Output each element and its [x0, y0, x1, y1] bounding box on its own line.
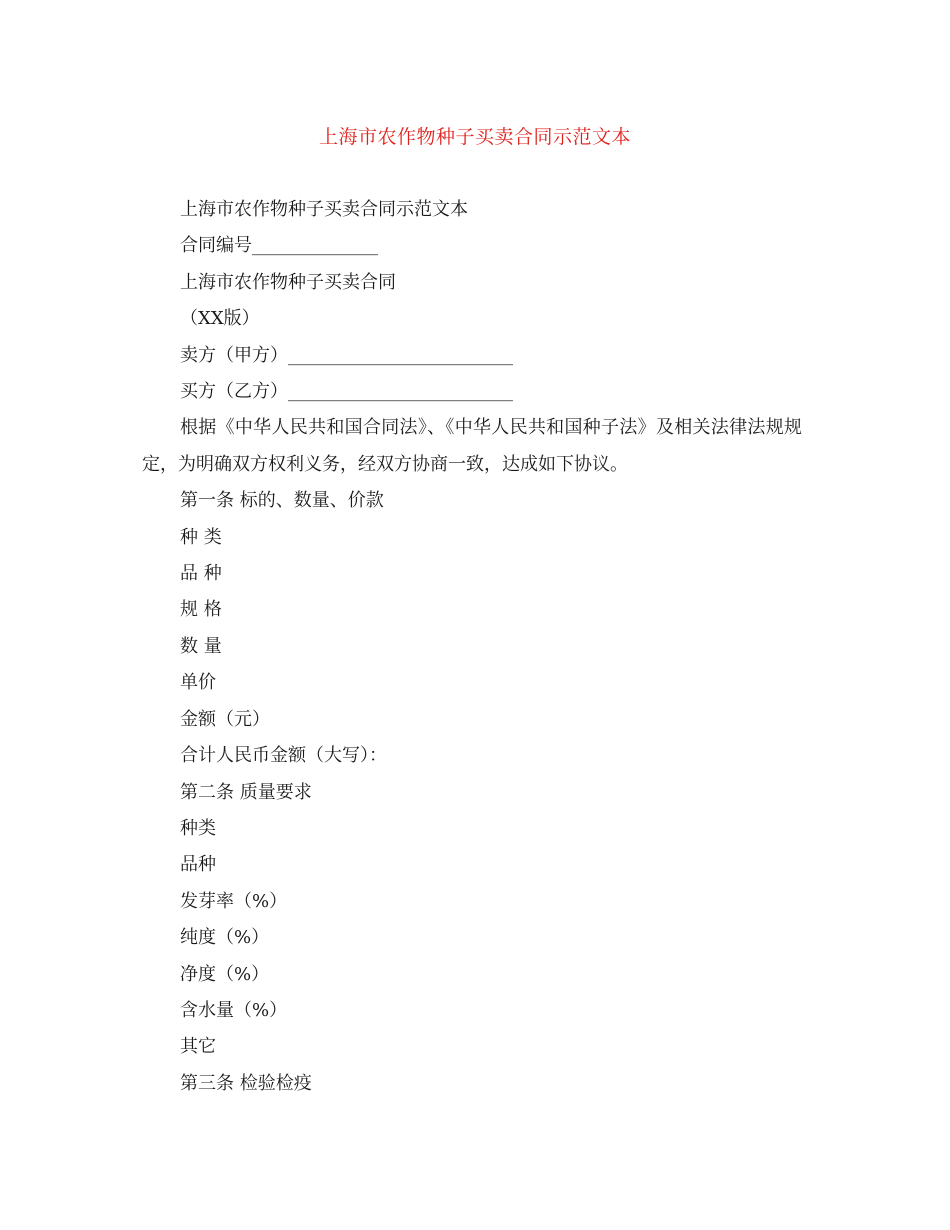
article-2-item: 含水量（%）	[180, 999, 288, 1021]
article-1-item: 种 类	[180, 526, 222, 548]
contract-version: （XX版）	[180, 308, 260, 330]
contract-number-line: 合同编号______________	[180, 235, 378, 257]
article-1-item: 规 格	[180, 599, 222, 621]
article-1-item: 金额（元）	[180, 708, 270, 730]
preamble-paragraph: 根据《中华人民共和国合同法》、《中华人民共和国种子法》及相关法律法规规定，为明确双方权利义务，经双方协商一致，达成如下协议。	[142, 417, 802, 475]
article-2-item: 纯度（%）	[180, 927, 270, 949]
article-1-item: 品 种	[180, 563, 222, 585]
total-amount-line: 合计人民币金额（大写）：	[180, 745, 387, 767]
article-2-heading: 第二条 质量要求	[180, 781, 312, 803]
article-2-item: 种类	[180, 817, 216, 839]
article-1-heading: 第一条 标的、数量、价款	[180, 490, 384, 512]
article-2-item: 发芽率（%）	[180, 890, 288, 912]
article-1-item: 单价	[180, 672, 216, 694]
article-1-item: 数 量	[180, 635, 222, 657]
article-2-item: 净度（%）	[180, 963, 270, 985]
contract-name: 上海市农作物种子买卖合同	[180, 271, 396, 293]
document-title: 上海市农作物种子买卖合同示范文本	[318, 126, 631, 148]
buyer-line: 买方（乙方）_________________________	[180, 381, 513, 403]
body-heading: 上海市农作物种子买卖合同示范文本	[180, 199, 468, 220]
article-3-heading: 第三条 检验检疫	[180, 1072, 312, 1094]
document-body	[142, 192, 802, 1102]
seller-line: 卖方（甲方）_________________________	[180, 344, 513, 366]
article-2-item: 品种	[180, 854, 216, 876]
article-2-item: 其它	[180, 1036, 216, 1058]
